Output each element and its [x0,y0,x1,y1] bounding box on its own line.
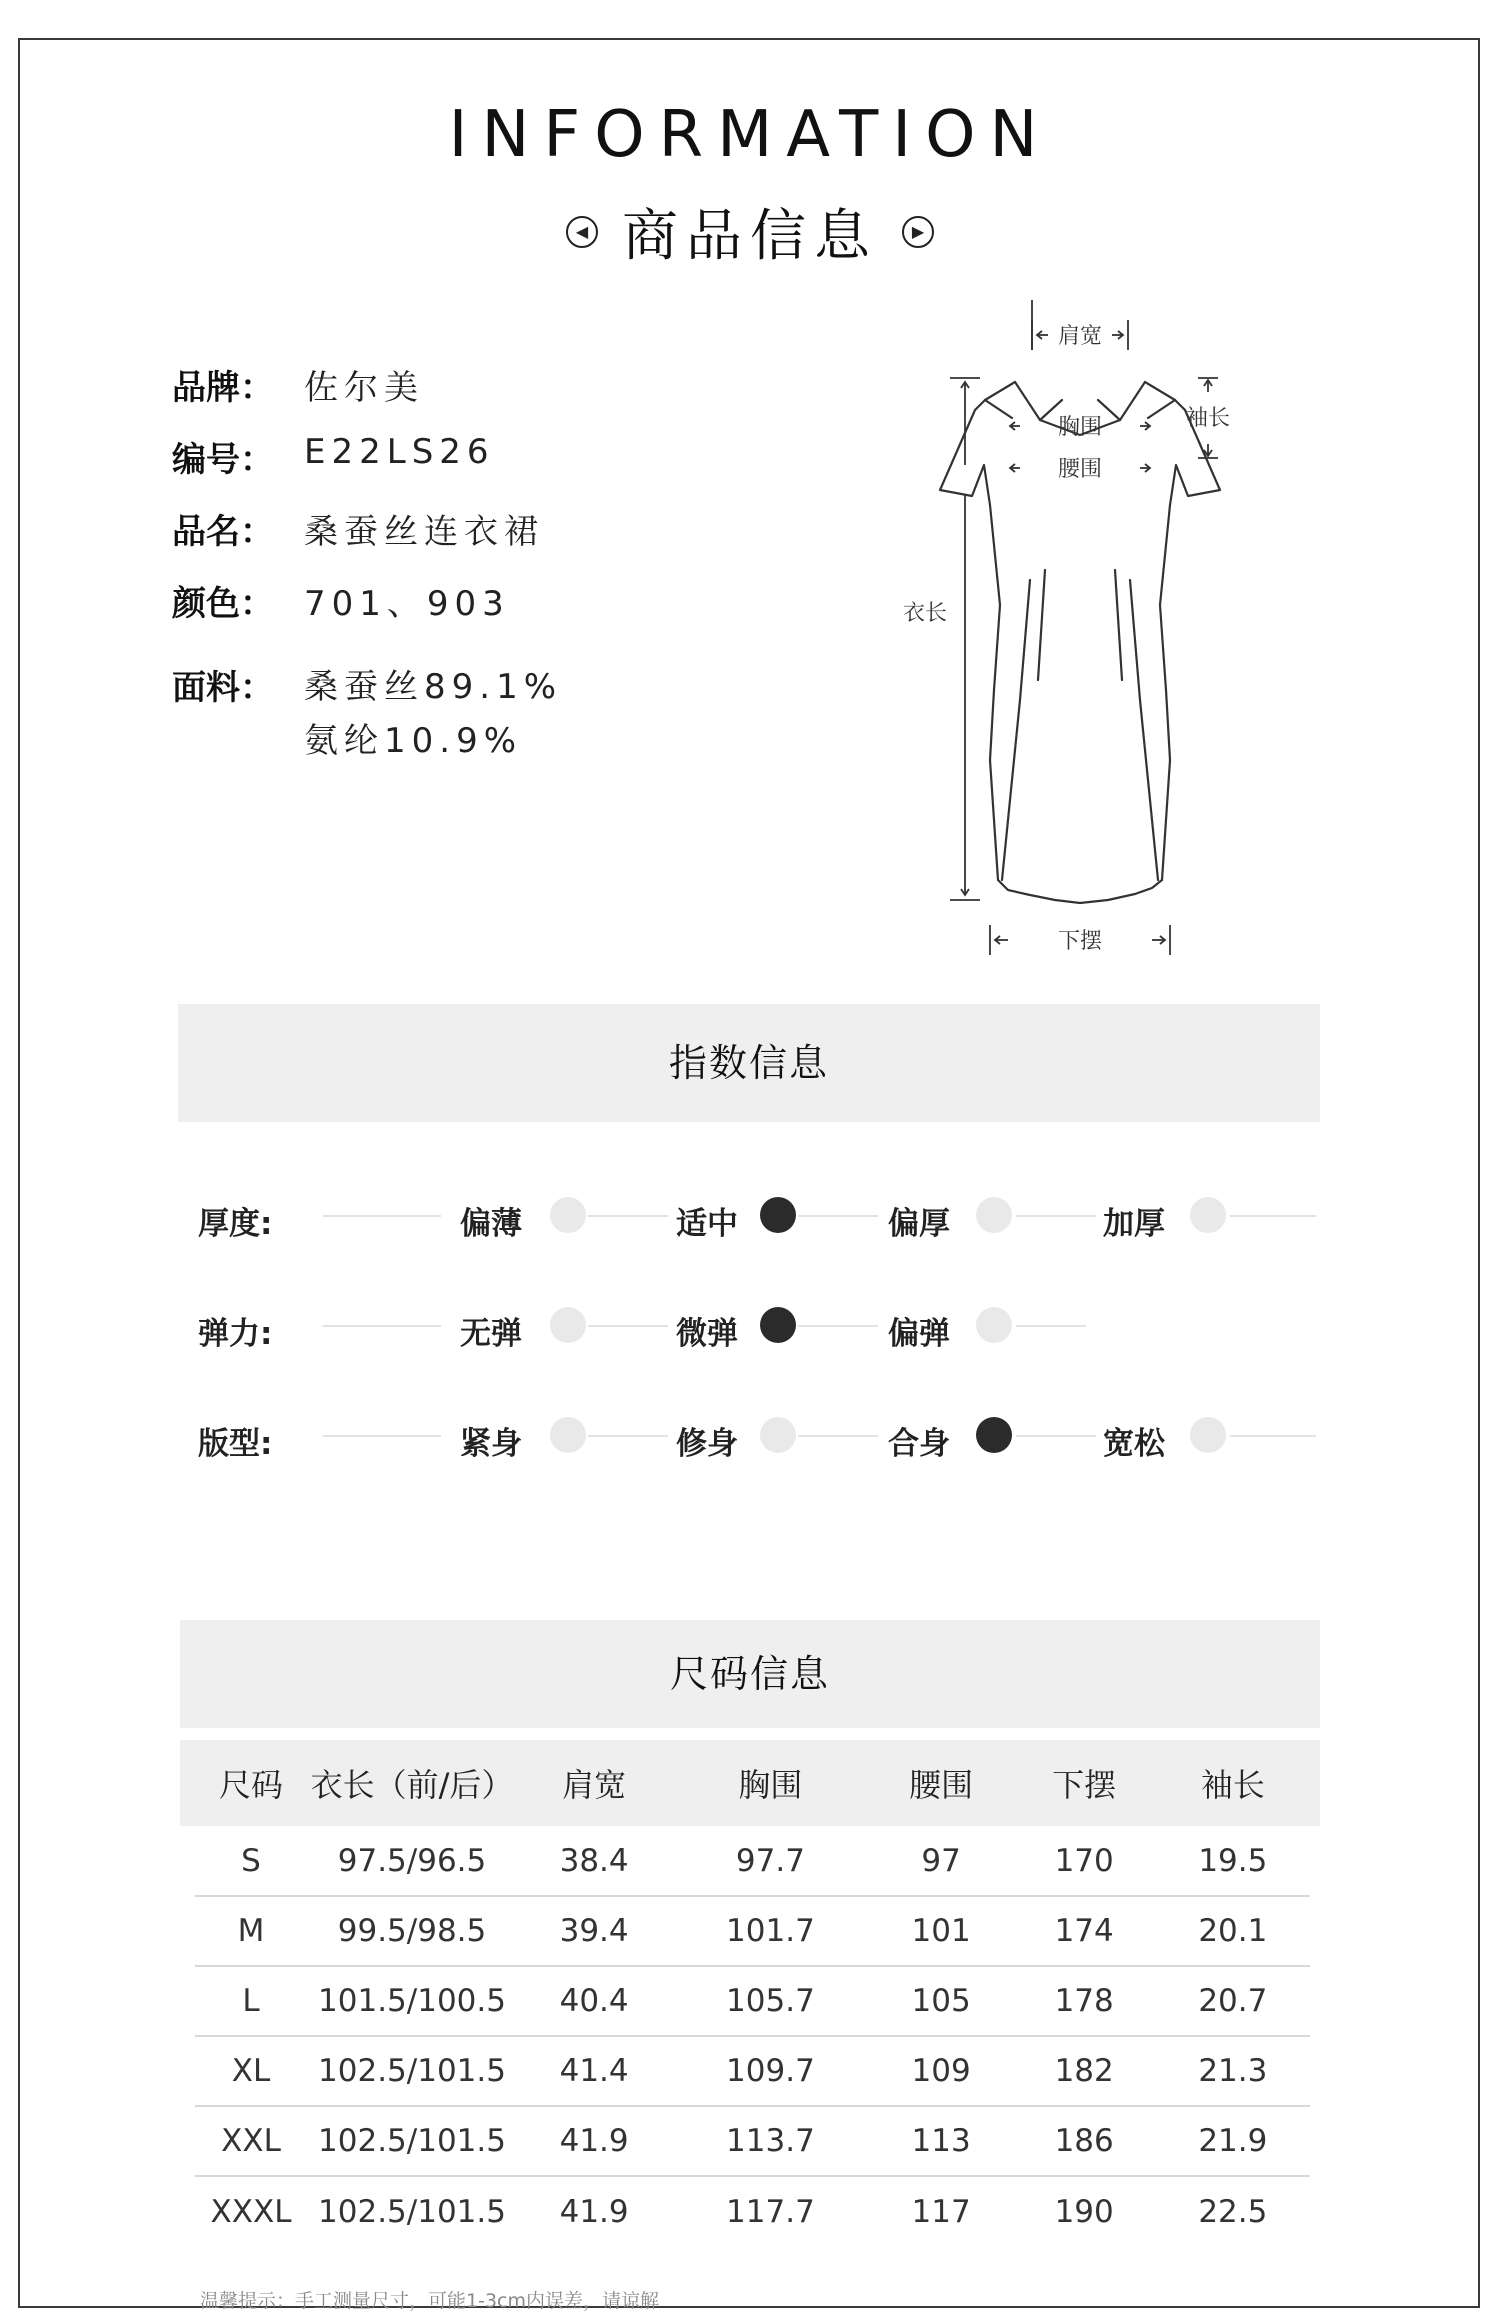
index-option: 适中 [676,1206,738,1242]
label-shoulder: 肩宽 [1057,324,1103,349]
table-row [195,1826,1310,1896]
table-cell: 41.9 [559,2193,629,2230]
table-cell: 182 [1013,2036,1156,2106]
index-dot [550,1197,586,1233]
index-dot [976,1307,1012,1343]
index-section-title: 指数信息 [178,1004,1320,1122]
index-option: 宽松 [1103,1426,1165,1462]
index-option: 修身 [676,1426,738,1462]
index-dot [760,1417,796,1453]
index-line [798,1215,878,1217]
table-cell: 39.4 [517,1896,671,1966]
table-cell: 97 [870,1826,1013,1896]
column-header: 下摆 [1052,1766,1117,1804]
index-line [1230,1435,1316,1437]
column-header: 腰围 [909,1766,974,1804]
index-dot [1190,1417,1226,1453]
dress-measurement-diagram [880,300,1280,960]
index-dot [550,1307,586,1343]
column-header: 肩宽 [562,1766,627,1804]
index-row-elasticity [198,1300,1328,1350]
info-value: 佐尔美 [304,368,424,408]
table-cell: 20.1 [1156,1896,1310,1966]
label-waist: 腰围 [1057,457,1103,482]
info-row-code [172,432,562,504]
column-header: 袖长 [1200,1766,1265,1804]
fabric-line-1: 桑蚕丝89.1% [304,667,563,707]
info-label: 品牌： [172,368,274,408]
index-row-fit [198,1410,1328,1460]
index-option: 合身 [888,1426,950,1462]
table-cell: XXXL [210,2193,292,2230]
table-cell: 19.5 [1156,1826,1310,1896]
table-cell: 99.5/98.5 [307,1896,517,1966]
column-header: 尺码 [218,1766,283,1804]
title-chinese-row [0,192,1500,272]
info-value [304,660,562,768]
index-option: 偏厚 [888,1206,950,1242]
index-line [323,1325,441,1327]
info-row-color [172,576,562,648]
size-section-title: 尺码信息 [180,1620,1320,1728]
index-dot [550,1417,586,1453]
index-option: 偏薄 [460,1206,522,1242]
table-cell: XXL [195,2106,307,2176]
info-label: 面料： [172,668,274,708]
index-dot [1190,1197,1226,1233]
table-cell: 101.7 [671,1896,869,1966]
table-cell: M [195,1896,307,1966]
label-sleeve: 袖长 [1185,406,1231,431]
measurement-tip: 温馨提示：手工测量尺寸，可能1-3cm内误差，请谅解 [200,2290,659,2312]
index-line [588,1435,668,1437]
size-table [195,1740,1310,2246]
index-dot-selected [760,1307,796,1343]
index-line [1016,1325,1086,1327]
index-line [588,1215,668,1217]
table-cell: 117.7 [726,2193,815,2230]
info-value: 701、903 [304,584,510,624]
table-cell: L [195,1966,307,2036]
info-value: E22LS26 [304,432,495,472]
table-cell: 174 [1013,1896,1156,1966]
index-label: 弹力: [198,1316,273,1352]
table-cell: 101.5/100.5 [307,1966,517,2036]
table-cell: S [195,1826,307,1896]
product-info [172,360,562,768]
table-cell: 40.4 [517,1966,671,2036]
index-line [1016,1215,1096,1217]
label-length: 衣长 [902,601,948,626]
index-dot-selected [760,1197,796,1233]
column-header: 衣长（前/后） [310,1766,514,1804]
index-option: 微弹 [676,1316,738,1352]
fabric-line-2: 氨纶10.9% [304,721,523,761]
table-cell: 113 [870,2106,1013,2176]
table-cell: 109 [870,2036,1013,2106]
table-cell: 38.4 [517,1826,671,1896]
table-cell: 105.7 [671,1966,869,2036]
column-header: 胸围 [738,1766,803,1804]
table-cell: 41.9 [517,2106,671,2176]
label-chest: 胸围 [1057,415,1103,440]
index-line [323,1435,441,1437]
info-row-name [172,504,562,576]
info-label: 颜色： [172,584,274,624]
table-cell: 97.5/96.5 [307,1826,517,1896]
right-arrow-icon: ▶ [902,216,934,248]
table-cell: 97.7 [671,1826,869,1896]
table-cell: XL [195,2036,307,2106]
index-option: 无弹 [460,1316,522,1352]
table-cell: 101 [870,1896,1013,1966]
table-cell: 170 [1013,1826,1156,1896]
index-line [1230,1215,1316,1217]
index-line [798,1435,878,1437]
left-arrow-icon: ◀ [566,216,598,248]
size-table-header [195,1740,1310,1826]
index-dot [976,1197,1012,1233]
index-line [588,1325,668,1327]
table-cell: 22.5 [1198,2193,1268,2230]
index-line [323,1215,441,1217]
table-cell: 102.5/101.5 [318,2193,506,2230]
table-cell: 113.7 [671,2106,869,2176]
index-line [1016,1435,1096,1437]
info-row-fabric [172,660,562,768]
table-row [195,1966,1310,2036]
index-line [798,1325,878,1327]
title-english: INFORMATION [448,98,1052,172]
table-cell: 178 [1013,1966,1156,2036]
table-row [195,2106,1310,2176]
table-row [195,2176,1310,2246]
info-row-brand [172,360,562,432]
title-chinese: 商品信息 [622,204,878,269]
index-option: 加厚 [1103,1206,1165,1242]
index-label: 厚度: [198,1206,273,1242]
index-option: 紧身 [460,1426,522,1462]
table-cell: 190 [1054,2193,1114,2230]
table-cell: 109.7 [671,2036,869,2106]
table-row [195,1896,1310,1966]
info-label: 编号： [172,440,274,480]
table-cell: 105 [870,1966,1013,2036]
table-cell: 21.9 [1156,2106,1310,2176]
info-value: 桑蚕丝连衣裙 [304,512,544,552]
table-cell: 41.4 [517,2036,671,2106]
table-cell: 186 [1013,2106,1156,2176]
table-cell: 102.5/101.5 [307,2036,517,2106]
info-label: 品名： [172,512,274,552]
label-hem: 下摆 [1057,929,1103,954]
index-row-thickness [198,1190,1328,1240]
table-row [195,2036,1310,2106]
index-label: 版型: [198,1426,273,1462]
table-cell: 102.5/101.5 [307,2106,517,2176]
table-cell: 117 [911,2193,971,2230]
table-cell: 20.7 [1156,1966,1310,2036]
index-dot-selected [976,1417,1012,1453]
table-cell: 21.3 [1156,2036,1310,2106]
index-option: 偏弹 [888,1316,950,1352]
